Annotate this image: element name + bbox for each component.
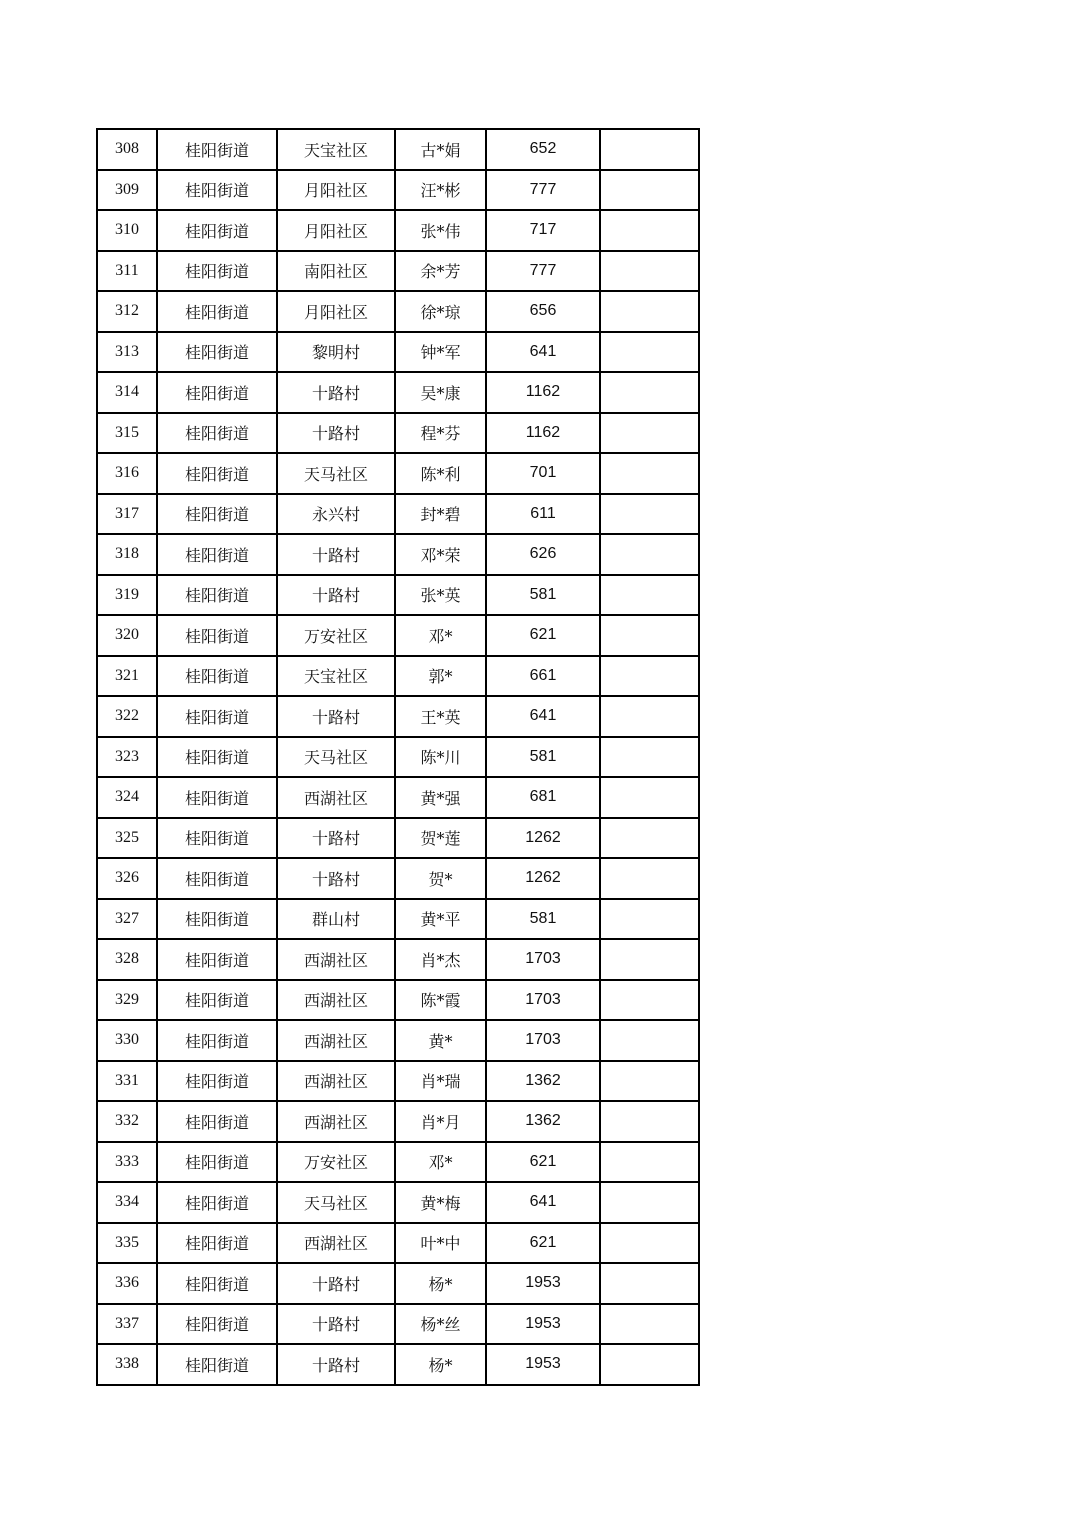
table-row (97, 737, 699, 778)
amount-cell: 777 (486, 170, 600, 211)
note-cell (600, 1101, 699, 1142)
amount-cell: 1703 (486, 980, 600, 1021)
person-name-cell: 邓* (395, 1142, 486, 1183)
table-row (97, 1142, 699, 1183)
community-cell: 天马社区 (277, 453, 395, 494)
street-cell: 桂阳街道 (157, 1182, 277, 1223)
community-cell: 西湖社区 (277, 980, 395, 1021)
community-cell: 永兴村 (277, 494, 395, 535)
amount-cell: 1703 (486, 939, 600, 980)
amount-cell: 581 (486, 575, 600, 616)
note-cell (600, 534, 699, 575)
person-name-cell: 贺*莲 (395, 818, 486, 859)
serial-number-cell: 318 (97, 534, 157, 575)
note-cell (600, 129, 699, 170)
person-name-cell: 封*碧 (395, 494, 486, 535)
serial-number-cell: 309 (97, 170, 157, 211)
table-row (97, 1101, 699, 1142)
table-row (97, 1344, 699, 1385)
note-cell (600, 1263, 699, 1304)
serial-number-cell: 323 (97, 737, 157, 778)
serial-number-cell: 338 (97, 1344, 157, 1385)
person-name-cell: 汪*彬 (395, 170, 486, 211)
table-body (97, 129, 699, 1385)
community-cell: 群山村 (277, 899, 395, 940)
community-cell: 十路村 (277, 1304, 395, 1345)
street-cell: 桂阳街道 (157, 656, 277, 697)
community-cell: 天马社区 (277, 1182, 395, 1223)
person-name-cell: 杨*丝 (395, 1304, 486, 1345)
serial-number-cell: 337 (97, 1304, 157, 1345)
person-name-cell: 徐*琼 (395, 291, 486, 332)
note-cell (600, 737, 699, 778)
person-name-cell: 余*芳 (395, 251, 486, 292)
note-cell (600, 291, 699, 332)
street-cell: 桂阳街道 (157, 1101, 277, 1142)
street-cell: 桂阳街道 (157, 818, 277, 859)
serial-number-cell: 334 (97, 1182, 157, 1223)
person-name-cell: 钟*军 (395, 332, 486, 373)
amount-cell: 656 (486, 291, 600, 332)
person-name-cell: 肖*杰 (395, 939, 486, 980)
street-cell: 桂阳街道 (157, 170, 277, 211)
person-name-cell: 程*芬 (395, 413, 486, 454)
community-cell: 十路村 (277, 575, 395, 616)
person-name-cell: 邓* (395, 615, 486, 656)
street-cell: 桂阳街道 (157, 1344, 277, 1385)
table-row (97, 332, 699, 373)
street-cell: 桂阳街道 (157, 696, 277, 737)
street-cell: 桂阳街道 (157, 453, 277, 494)
table-row (97, 1020, 699, 1061)
amount-cell: 621 (486, 615, 600, 656)
serial-number-cell: 316 (97, 453, 157, 494)
amount-cell: 621 (486, 1223, 600, 1264)
table-row (97, 899, 699, 940)
note-cell (600, 575, 699, 616)
serial-number-cell: 329 (97, 980, 157, 1021)
serial-number-cell: 317 (97, 494, 157, 535)
community-cell: 西湖社区 (277, 1101, 395, 1142)
note-cell (600, 372, 699, 413)
serial-number-cell: 322 (97, 696, 157, 737)
table-row (97, 1061, 699, 1102)
community-cell: 天宝社区 (277, 129, 395, 170)
street-cell: 桂阳街道 (157, 980, 277, 1021)
amount-cell: 641 (486, 1182, 600, 1223)
note-cell (600, 615, 699, 656)
street-cell: 桂阳街道 (157, 575, 277, 616)
street-cell: 桂阳街道 (157, 777, 277, 818)
amount-cell: 681 (486, 777, 600, 818)
person-name-cell: 叶*中 (395, 1223, 486, 1264)
amount-cell: 652 (486, 129, 600, 170)
street-cell: 桂阳街道 (157, 899, 277, 940)
amount-cell: 641 (486, 332, 600, 373)
amount-cell: 717 (486, 210, 600, 251)
amount-cell: 1953 (486, 1304, 600, 1345)
table-row (97, 980, 699, 1021)
note-cell (600, 777, 699, 818)
street-cell: 桂阳街道 (157, 1223, 277, 1264)
table-row (97, 1263, 699, 1304)
community-cell: 十路村 (277, 372, 395, 413)
note-cell (600, 494, 699, 535)
serial-number-cell: 333 (97, 1142, 157, 1183)
table-row (97, 696, 699, 737)
person-name-cell: 陈*利 (395, 453, 486, 494)
table-row (97, 372, 699, 413)
community-cell: 月阳社区 (277, 291, 395, 332)
serial-number-cell: 331 (97, 1061, 157, 1102)
amount-cell: 1162 (486, 372, 600, 413)
street-cell: 桂阳街道 (157, 1304, 277, 1345)
table-row (97, 858, 699, 899)
serial-number-cell: 326 (97, 858, 157, 899)
serial-number-cell: 336 (97, 1263, 157, 1304)
serial-number-cell: 325 (97, 818, 157, 859)
note-cell (600, 1061, 699, 1102)
table-row (97, 494, 699, 535)
table-row (97, 615, 699, 656)
community-cell: 西湖社区 (277, 1223, 395, 1264)
serial-number-cell: 324 (97, 777, 157, 818)
person-name-cell: 黄*平 (395, 899, 486, 940)
note-cell (600, 251, 699, 292)
community-cell: 十路村 (277, 534, 395, 575)
amount-cell: 1262 (486, 818, 600, 859)
note-cell (600, 1304, 699, 1345)
serial-number-cell: 327 (97, 899, 157, 940)
street-cell: 桂阳街道 (157, 615, 277, 656)
serial-number-cell: 308 (97, 129, 157, 170)
table-row (97, 1304, 699, 1345)
note-cell (600, 1223, 699, 1264)
street-cell: 桂阳街道 (157, 858, 277, 899)
community-cell: 十路村 (277, 696, 395, 737)
street-cell: 桂阳街道 (157, 494, 277, 535)
community-cell: 西湖社区 (277, 1061, 395, 1102)
community-cell: 南阳社区 (277, 251, 395, 292)
person-name-cell: 黄* (395, 1020, 486, 1061)
table-row (97, 251, 699, 292)
amount-cell: 1953 (486, 1263, 600, 1304)
note-cell (600, 939, 699, 980)
person-name-cell: 黄*梅 (395, 1182, 486, 1223)
table-row (97, 453, 699, 494)
serial-number-cell: 314 (97, 372, 157, 413)
note-cell (600, 1020, 699, 1061)
table-row (97, 291, 699, 332)
person-name-cell: 邓*荣 (395, 534, 486, 575)
note-cell (600, 980, 699, 1021)
table-row (97, 575, 699, 616)
table-row (97, 939, 699, 980)
community-cell: 万安社区 (277, 1142, 395, 1183)
community-cell: 十路村 (277, 818, 395, 859)
community-cell: 西湖社区 (277, 777, 395, 818)
person-name-cell: 肖*月 (395, 1101, 486, 1142)
amount-cell: 641 (486, 696, 600, 737)
community-cell: 十路村 (277, 858, 395, 899)
note-cell (600, 858, 699, 899)
serial-number-cell: 328 (97, 939, 157, 980)
table-row (97, 170, 699, 211)
street-cell: 桂阳街道 (157, 1263, 277, 1304)
community-cell: 万安社区 (277, 615, 395, 656)
person-name-cell: 陈*霞 (395, 980, 486, 1021)
amount-cell: 1362 (486, 1061, 600, 1102)
serial-number-cell: 313 (97, 332, 157, 373)
community-cell: 天马社区 (277, 737, 395, 778)
street-cell: 桂阳街道 (157, 534, 277, 575)
community-cell: 十路村 (277, 1263, 395, 1304)
amount-cell: 701 (486, 453, 600, 494)
person-name-cell: 古*娟 (395, 129, 486, 170)
street-cell: 桂阳街道 (157, 939, 277, 980)
street-cell: 桂阳街道 (157, 291, 277, 332)
serial-number-cell: 320 (97, 615, 157, 656)
person-name-cell: 陈*川 (395, 737, 486, 778)
amount-cell: 626 (486, 534, 600, 575)
street-cell: 桂阳街道 (157, 1061, 277, 1102)
street-cell: 桂阳街道 (157, 1142, 277, 1183)
street-cell: 桂阳街道 (157, 332, 277, 373)
serial-number-cell: 332 (97, 1101, 157, 1142)
community-cell: 月阳社区 (277, 170, 395, 211)
community-cell: 西湖社区 (277, 1020, 395, 1061)
person-name-cell: 吴*康 (395, 372, 486, 413)
street-cell: 桂阳街道 (157, 413, 277, 454)
person-name-cell: 郭* (395, 656, 486, 697)
community-cell: 十路村 (277, 413, 395, 454)
table-row (97, 656, 699, 697)
data-table (96, 128, 700, 1386)
person-name-cell: 王*英 (395, 696, 486, 737)
street-cell: 桂阳街道 (157, 210, 277, 251)
note-cell (600, 1142, 699, 1183)
community-cell: 西湖社区 (277, 939, 395, 980)
community-cell: 天宝社区 (277, 656, 395, 697)
amount-cell: 1362 (486, 1101, 600, 1142)
person-name-cell: 张*伟 (395, 210, 486, 251)
table-row (97, 129, 699, 170)
note-cell (600, 696, 699, 737)
community-cell: 黎明村 (277, 332, 395, 373)
serial-number-cell: 311 (97, 251, 157, 292)
person-name-cell: 杨* (395, 1263, 486, 1304)
street-cell: 桂阳街道 (157, 737, 277, 778)
amount-cell: 581 (486, 737, 600, 778)
street-cell: 桂阳街道 (157, 1020, 277, 1061)
serial-number-cell: 335 (97, 1223, 157, 1264)
note-cell (600, 899, 699, 940)
table-row (97, 413, 699, 454)
person-name-cell: 贺* (395, 858, 486, 899)
note-cell (600, 656, 699, 697)
street-cell: 桂阳街道 (157, 129, 277, 170)
note-cell (600, 170, 699, 211)
table-row (97, 818, 699, 859)
person-name-cell: 张*英 (395, 575, 486, 616)
amount-cell: 777 (486, 251, 600, 292)
note-cell (600, 1182, 699, 1223)
note-cell (600, 818, 699, 859)
amount-cell: 1162 (486, 413, 600, 454)
street-cell: 桂阳街道 (157, 372, 277, 413)
serial-number-cell: 315 (97, 413, 157, 454)
note-cell (600, 332, 699, 373)
amount-cell: 621 (486, 1142, 600, 1183)
note-cell (600, 1344, 699, 1385)
amount-cell: 661 (486, 656, 600, 697)
serial-number-cell: 319 (97, 575, 157, 616)
note-cell (600, 453, 699, 494)
amount-cell: 1262 (486, 858, 600, 899)
amount-cell: 581 (486, 899, 600, 940)
amount-cell: 1953 (486, 1344, 600, 1385)
serial-number-cell: 330 (97, 1020, 157, 1061)
person-name-cell: 黄*强 (395, 777, 486, 818)
serial-number-cell: 321 (97, 656, 157, 697)
person-name-cell: 肖*瑞 (395, 1061, 486, 1102)
table-row (97, 777, 699, 818)
note-cell (600, 413, 699, 454)
person-name-cell: 杨* (395, 1344, 486, 1385)
table-row (97, 1223, 699, 1264)
note-cell (600, 210, 699, 251)
table-row (97, 534, 699, 575)
table-row (97, 210, 699, 251)
serial-number-cell: 312 (97, 291, 157, 332)
community-cell: 十路村 (277, 1344, 395, 1385)
community-cell: 月阳社区 (277, 210, 395, 251)
table-row (97, 1182, 699, 1223)
street-cell: 桂阳街道 (157, 251, 277, 292)
amount-cell: 1703 (486, 1020, 600, 1061)
serial-number-cell: 310 (97, 210, 157, 251)
amount-cell: 611 (486, 494, 600, 535)
